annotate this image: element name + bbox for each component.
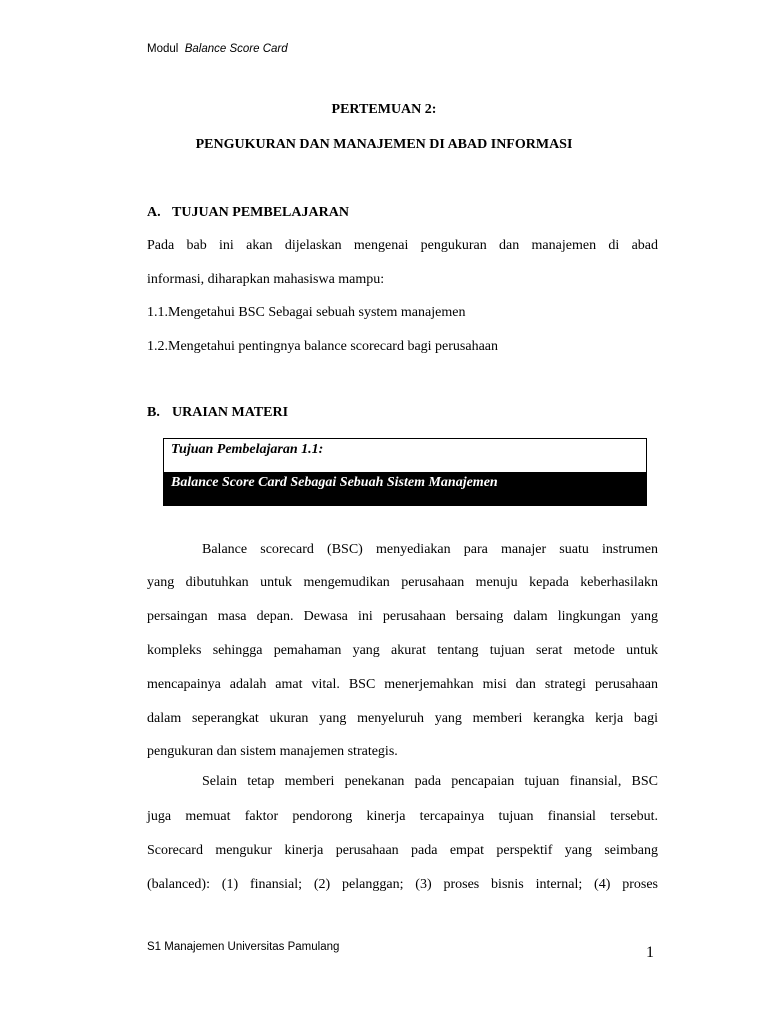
learning-objective-box-banner	[164, 472, 646, 505]
document-title-line-1: PERTEMUAN 2:	[331, 102, 437, 117]
section-b-heading	[147, 405, 288, 421]
paragraph-1-line: mencapainya adalah amat vital. BSC menerjemahkan misi dan strategi perusahaan	[147, 677, 658, 692]
document-title-line-2: PENGUKURAN DAN MANAJEMEN DI ABAD INFORMASI	[195, 137, 573, 152]
paragraph-1-line: Balance scorecard (BSC) menyediakan para manajer suatu instrumen	[202, 542, 658, 557]
paragraph-2-line: juga memuat faktor pendorong kinerja tercapainya tujuan finansial tersebut.	[147, 809, 658, 824]
header-prefix: Modul	[147, 43, 179, 55]
section-a-intro-line: informasi, diharapkan mahasiswa mampu:	[147, 272, 385, 287]
section-a-title: TUJUAN PEMBELAJARAN	[172, 205, 349, 220]
objective-item: 1.2.Mengetahui pentingnya balance scorecard bagi perusahaan	[147, 339, 499, 354]
header-title: Balance Score Card	[184, 43, 288, 55]
paragraph-2-line: Selain tetap memberi penekanan pada pencapaian tujuan finansial, BSC	[202, 774, 658, 789]
learning-objective-box-header	[164, 439, 646, 470]
learning-objective-label: Tujuan Pembelajaran 1.1:	[171, 442, 324, 457]
paragraph-1-line: dalam seperangkat ukuran yang menyeluruh yang memberi kerangka kerja bagi	[147, 711, 658, 726]
paragraph-1-line: pengukuran dan sistem manajemen strategis.	[147, 744, 398, 759]
objective-item: 1.1.Mengetahui BSC Sebagai sebuah system manajemen	[147, 305, 466, 320]
page-header	[147, 43, 288, 55]
page-footer: S1 Manajemen Universitas Pamulang	[147, 941, 340, 953]
section-b-title: URAIAN MATERI	[172, 405, 289, 420]
paragraph-1-line: kompleks sehingga pemahaman yang akurat tentang tujuan serat metode untuk	[147, 643, 658, 658]
page-number: 1	[646, 944, 654, 961]
learning-objective-box	[163, 438, 647, 506]
paragraph-1-line: yang dibutuhkan untuk mengemudikan perusahaan menuju kepada keberhasilakn	[147, 575, 658, 590]
section-a-intro-line: Pada bab ini akan dijelaskan mengenai pengukuran dan manajemen di abad	[147, 238, 658, 253]
paragraph-2-line: Scorecard mengukur kinerja perusahaan pada empat perspektif yang seimbang	[147, 843, 658, 858]
section-b-number: B.	[147, 405, 160, 420]
paragraph-1-line: persaingan masa depan. Dewasa ini perusahaan bersaing dalam lingkungan yang	[147, 609, 658, 624]
learning-objective-subtitle: Balance Score Card Sebagai Sebuah Sistem Manajemen	[171, 475, 498, 490]
section-a-heading	[147, 205, 349, 221]
section-a-number: A.	[147, 205, 161, 220]
paragraph-2-line: (balanced): (1) finansial; (2) pelanggan; (3) proses bisnis internal; (4) proses	[147, 877, 658, 892]
